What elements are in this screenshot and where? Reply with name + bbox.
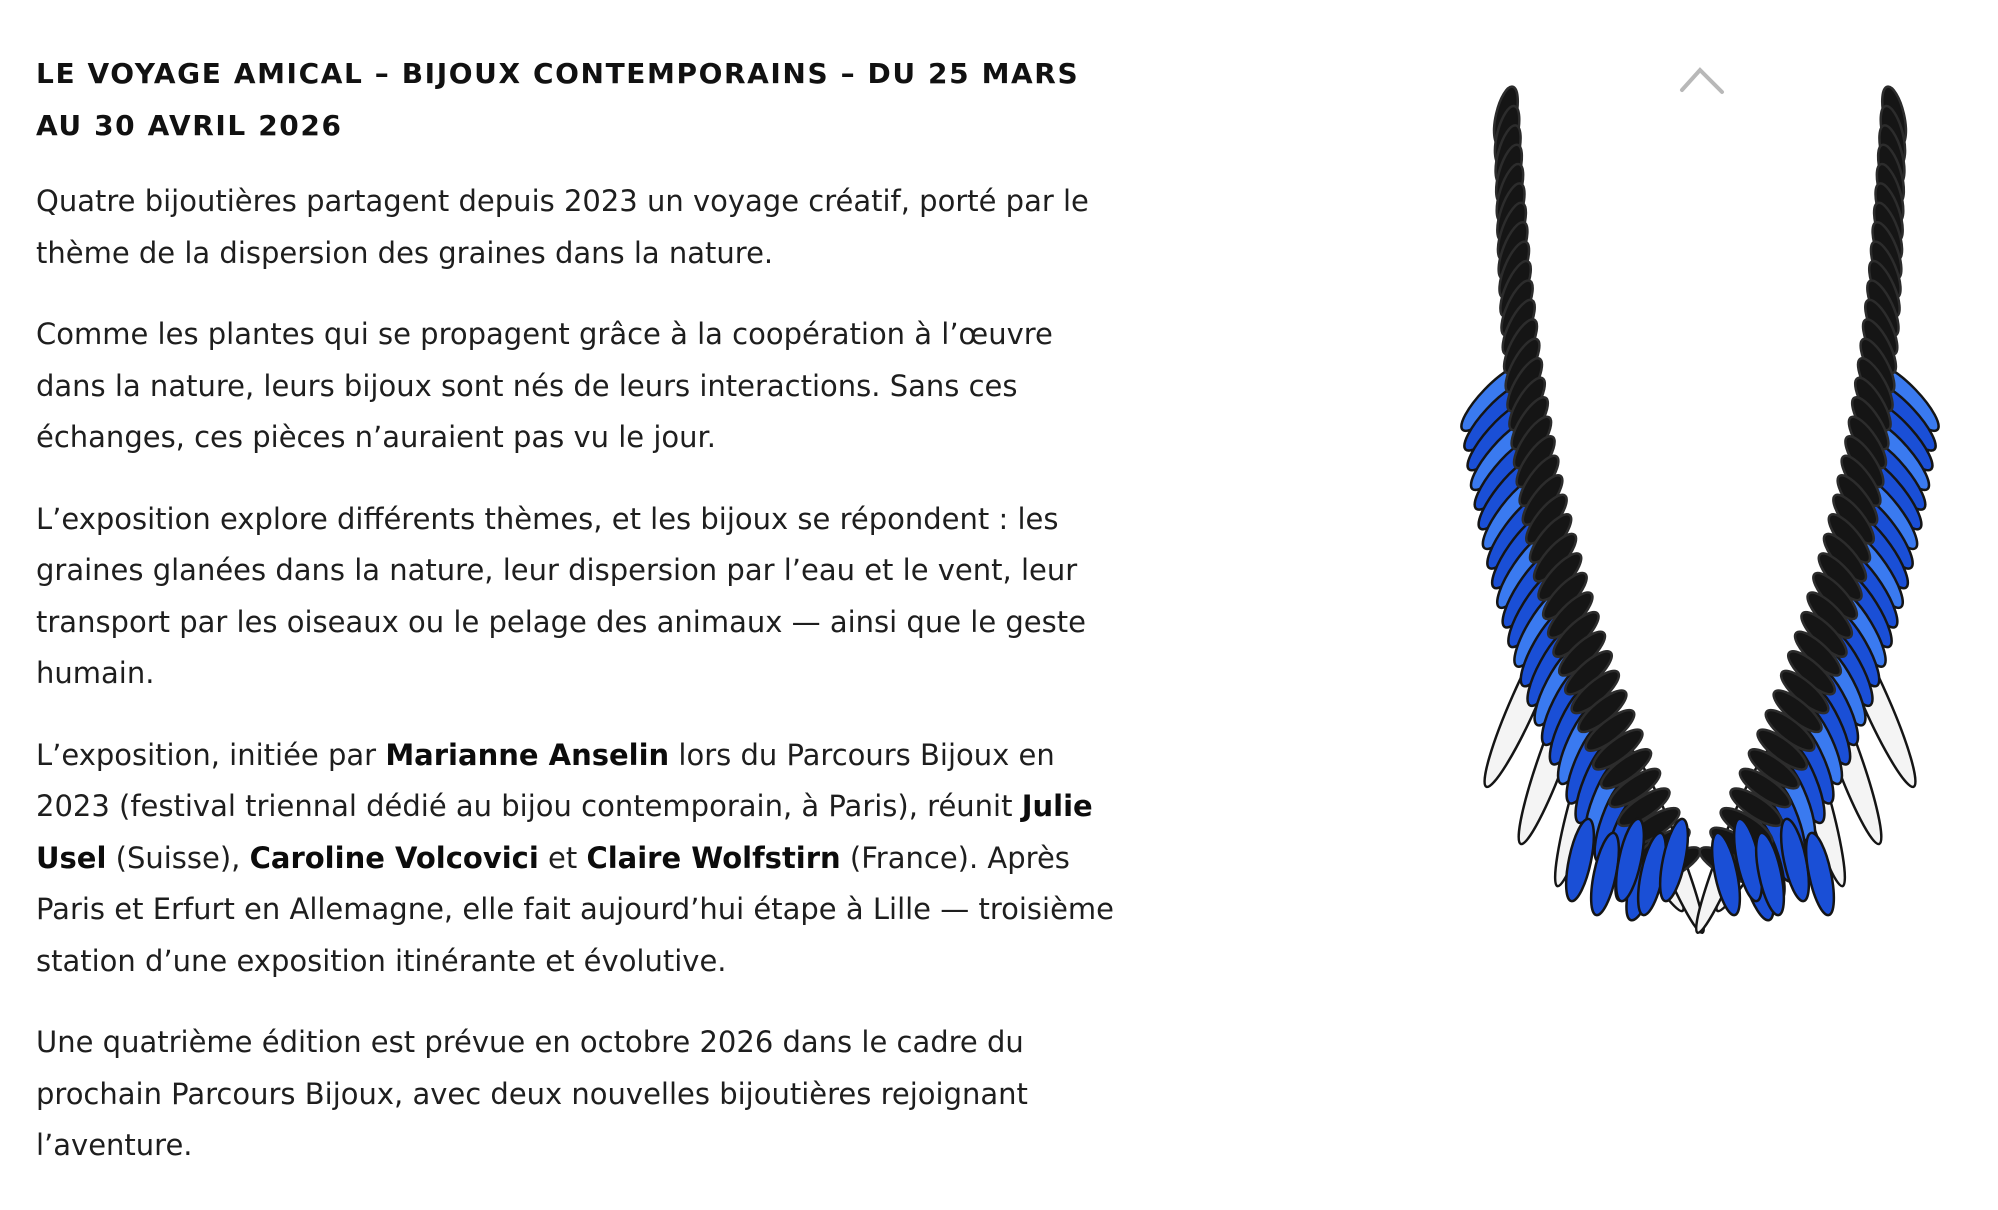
- article-title: LE VOYAGE AMICAL – BIJOUX CONTEMPORAINS – DU 25 MARS AU 30 AVRIL 2026: [36, 57, 1080, 142]
- article-paragraph: [36, 1017, 1116, 1172]
- paragraph-text: (Suisse),: [106, 840, 250, 875]
- article-paragraph: [36, 309, 1116, 464]
- artist-name: Caroline Volcovici: [249, 840, 539, 875]
- paragraph-text: L’exposition explore différents thèmes, et les bijoux se répondent : les graines glanées dans la nature, leur dispersion par l’eau et le vent, leur transport par les oiseaux ou le pelage des animaux — ainsi que le geste humain.: [36, 501, 1086, 690]
- article-text: [36, 48, 1116, 1202]
- paragraph-text: Comme les plantes qui se propagent grâce à la coopération à l’œuvre dans la nature, leurs bijoux sont nés de leurs interactions. Sans ces échanges, ces pièces n’auraient pas vu le jour.: [36, 317, 1053, 454]
- necklace-illustration: [1420, 60, 1980, 1060]
- article-paragraph: [36, 494, 1116, 700]
- necklace-image: [1420, 60, 1980, 1060]
- artist-name: Claire Wolfstirn: [586, 840, 841, 875]
- artist-name: Julie Usel: [36, 789, 1093, 875]
- paragraph-text: L’exposition, initiée par: [36, 737, 386, 772]
- article-paragraph: [36, 176, 1116, 279]
- paragraph-text: Une quatrième édition est prévue en octobre 2026 dans le cadre du prochain Parcours Bijoux, avec deux nouvelles bijoutières rejoignant l’aventure.: [36, 1025, 1028, 1162]
- paragraph-text: (France). Après Paris et Erfurt en Allemagne, elle fait aujourd’hui étape à Lille — troisième station d’une exposition itinérante et évolutive.: [36, 840, 1115, 978]
- paragraph-text: et: [538, 840, 587, 875]
- paragraph-text: lors du Parcours Bijoux en 2023 (festival triennal dédié au bijou contemporain, à Paris), réunit: [36, 737, 1055, 823]
- clasp: [1682, 70, 1722, 92]
- article-paragraph: [36, 730, 1116, 988]
- article-body: [36, 176, 1116, 1172]
- paragraph-text: Quatre bijoutières partagent depuis 2023 un voyage créatif, porté par le thème de la dispersion des graines dans la nature.: [36, 184, 1089, 270]
- artist-name: Marianne Anselin: [385, 737, 670, 772]
